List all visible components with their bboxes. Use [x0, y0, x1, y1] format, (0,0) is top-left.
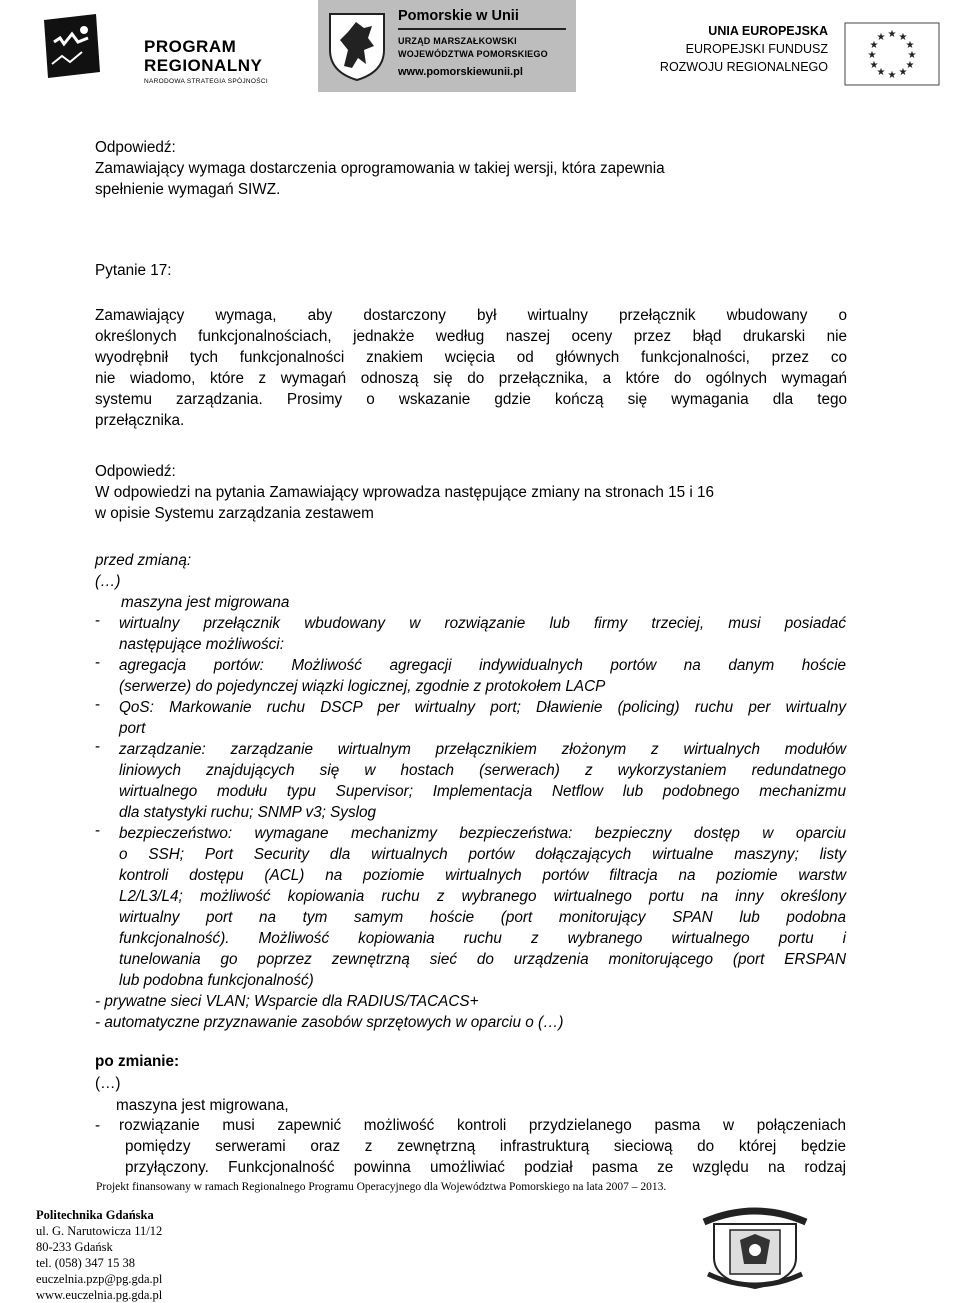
before-tail-line: - automatyczne przyznawanie zasobów sprzętowych w oparciu o (…)	[95, 1014, 564, 1031]
before-item-line: bezpieczeństwo: wymagane mechanizmy bezpieczeństwa: bezpieczny dostęp w oparciu	[119, 825, 846, 842]
svg-text:★: ★	[876, 67, 886, 78]
before-label: przed zmianą:	[95, 552, 192, 569]
list-dash: -	[95, 1117, 101, 1134]
svg-text:★: ★	[905, 60, 915, 71]
eu-line3: ROZWOJU REGIONALNEGO	[659, 60, 828, 74]
before-item-line: funkcjonalność). Możliwość kopiowania ruchu z wybranego wirtualnego portu i	[119, 930, 846, 947]
svg-text:★: ★	[869, 60, 879, 71]
before-item	[119, 655, 846, 697]
after-ellipsis: (…)	[95, 1075, 121, 1092]
pomorskie-w-unii-logo	[318, 0, 576, 92]
pomorskie-line2: URZĄD MARSZAŁKOWSKI	[398, 36, 517, 46]
pomorskie-url: www.pomorskiewunii.pl	[398, 66, 523, 78]
svg-text:★: ★	[887, 70, 897, 81]
before-item-line: lub podobna funkcjonalność)	[119, 972, 314, 989]
before-item-line: tunelowania go poprzez zewnętrzną sieć do urządzenia monitorującego (port ERSPAN	[119, 951, 846, 968]
before-item-line: L2/L3/L4; możliwość kopiowania ruchu z wybranego wirtualnego portu na inny określony	[119, 888, 846, 905]
before-item-line: kontroli dostępu (ACL) na poziomie wirtualnych portów filtracja na poziomie warstw	[119, 867, 846, 884]
question17-line: przełącznika.	[95, 412, 185, 429]
pomorskie-title: Pomorskie w Unii	[398, 8, 519, 24]
eu-logo	[650, 22, 940, 82]
before-item-line: liniowych znajdujących się w hostach (serwerach) z wykorzystaniem redundatnego	[119, 762, 846, 779]
before-item-line: agregacja portów: Możliwość agregacji indywidualnych portów na danym hoście	[119, 657, 846, 674]
before-item	[119, 823, 846, 991]
list-dash: -	[95, 612, 101, 629]
program-regionalny-emblem-icon	[40, 12, 102, 82]
svg-text:★: ★	[898, 67, 908, 78]
griffin-shield-icon	[326, 10, 388, 82]
footer-city: 80-233 Gdańsk	[36, 1240, 113, 1254]
before-item-line: zarządzanie: zarządzanie wirtualnym przełącznikiem złożonym z wirtualnych modułów	[119, 741, 846, 758]
before-migration: maszyna jest migrowana	[121, 594, 290, 611]
before-item-line: wirtualny port na tym samym hoście (port monitorujący SPAN lub podobna	[119, 909, 846, 926]
question17-line: określonych funkcjonalnościach, jednakże według naszej oceny przez błąd drukarski nie	[95, 328, 847, 345]
after-item-line: pomiędzy serwerami oraz z zewnętrzną infrastrukturą sieciową do której będzie	[125, 1138, 846, 1155]
answer2-line: w opisie Systemu zarządzania zestawem	[95, 505, 374, 522]
eu-line1: UNIA EUROPEJSKA	[708, 24, 828, 38]
answer1-line: Zamawiający wymaga dostarczenia oprogramowania w takiej wersji, która zapewnia	[95, 160, 665, 177]
pomorskie-line3: WOJEWÓDZTWA POMORSKIEGO	[398, 49, 548, 59]
answer2-block	[95, 461, 847, 524]
university-seal-icon	[700, 1200, 810, 1290]
after-migration: maszyna jest migrowana,	[116, 1097, 289, 1114]
program-logo-line1: PROGRAM	[144, 37, 237, 56]
svg-text:★: ★	[867, 50, 877, 61]
question17-line: systemu zarządzania. Prosimy o wskazanie gdzie kończą się wymagania dla tego	[95, 391, 847, 408]
before-item-line: dla statystyki ruchu; SNMP v3; Syslog	[119, 804, 377, 821]
after-item	[119, 1115, 846, 1178]
svg-text:★: ★	[887, 29, 897, 40]
before-item	[119, 697, 846, 739]
footer-email: euczelnia.pzp@pg.gda.pl	[36, 1272, 163, 1286]
list-dash: -	[95, 696, 101, 713]
before-item-line: port	[119, 720, 146, 737]
answer1-block	[95, 137, 847, 200]
answer1-line: spełnienie wymagań SIWZ.	[95, 181, 281, 198]
before-item-line: (serwerze) do pojedynczej wiązki logicznej, zgodnie z protokołem LACP	[119, 678, 606, 695]
after-item-line: rozwiązanie musi zapewnić możliwość kontroli przydzielanego pasma w połączeniach	[119, 1117, 846, 1134]
svg-text:★: ★	[898, 32, 908, 43]
question17-body	[95, 305, 847, 431]
question17-line: nie wiadomo, które z wymagań odnoszą się do przełącznika, a które do ogólnych wymagań	[95, 370, 847, 387]
after-label: po zmianie:	[95, 1053, 180, 1070]
footer-project-note: Projekt finansowany w ramach Regionalnego Programu Operacyjnego dla Województwa Pomorskiego na lata 2007 – 2013.	[96, 1181, 667, 1193]
program-logo-line3: NARODOWA STRATEGIA SPÓJNOŚCI	[144, 78, 268, 85]
before-item	[119, 739, 846, 823]
svg-text:★: ★	[907, 50, 917, 61]
svg-text:★: ★	[905, 40, 915, 51]
before-item-line: następujące możliwości:	[119, 636, 284, 653]
svg-text:★: ★	[869, 40, 879, 51]
footer-address	[36, 1207, 162, 1303]
answer2-label: Odpowiedź:	[95, 463, 176, 480]
before-item-line: wirtualnego modułu typu Supervisor; Implementacja Netflow lub podobnego mechanizmu	[119, 783, 846, 800]
before-tail	[95, 991, 847, 1033]
question17-line: Zamawiający wymaga, aby dostarczony był wirtualny przełącznik wbudowany o	[95, 307, 847, 324]
after-item-line: przyłączony. Funkcjonalność powinna umożliwiać podział pasma ze względu na rodzaj	[125, 1159, 846, 1176]
answer2-line: W odpowiedzi na pytania Zamawiający wprowadza następujące zmiany na stronach 15 i 16	[95, 484, 715, 501]
question17-line: wyodrębnił tych funkcjonalności znakiem wcięcia od głównych funkcjonalności, przez co	[95, 349, 847, 366]
footer-website: www.euczelnia.pg.gda.pl	[36, 1288, 163, 1302]
footer-phone: tel. (058) 347 15 38	[36, 1256, 135, 1270]
before-ellipsis: (…)	[95, 573, 121, 590]
list-dash: -	[95, 738, 101, 755]
answer1-label: Odpowiedź:	[95, 139, 176, 156]
list-dash: -	[95, 654, 101, 671]
question17-label: Pytanie 17:	[95, 262, 172, 279]
footer-street: ul. G. Narutowicza 11/12	[36, 1224, 163, 1238]
program-regionalny-logo	[40, 8, 270, 88]
svg-text:★: ★	[876, 32, 886, 43]
before-tail-line: - prywatne sieci VLAN; Wsparcie dla RADIUS/TACACS+	[95, 993, 479, 1010]
eu-line2: EUROPEJSKI FUNDUSZ	[685, 42, 828, 56]
footer-institution: Politechnika Gdańska	[36, 1208, 154, 1222]
before-item-line: o SSH; Port Security dla wirtualnych portów dołączających wirtualne maszyny; listy	[119, 846, 846, 863]
before-item	[119, 613, 846, 655]
program-logo-line2: REGIONALNY	[144, 56, 263, 75]
pomorskie-divider	[398, 28, 566, 30]
list-dash: -	[95, 822, 101, 839]
before-item-line: QoS: Markowanie ruchu DSCP per wirtualny port; Dławienie (policing) ruchu per wirtualny	[119, 699, 846, 716]
eu-flag-icon	[844, 22, 940, 86]
before-item-line: wirtualny przełącznik wbudowany w rozwiązanie lub firmy trzeciej, musi posiadać	[119, 615, 846, 632]
